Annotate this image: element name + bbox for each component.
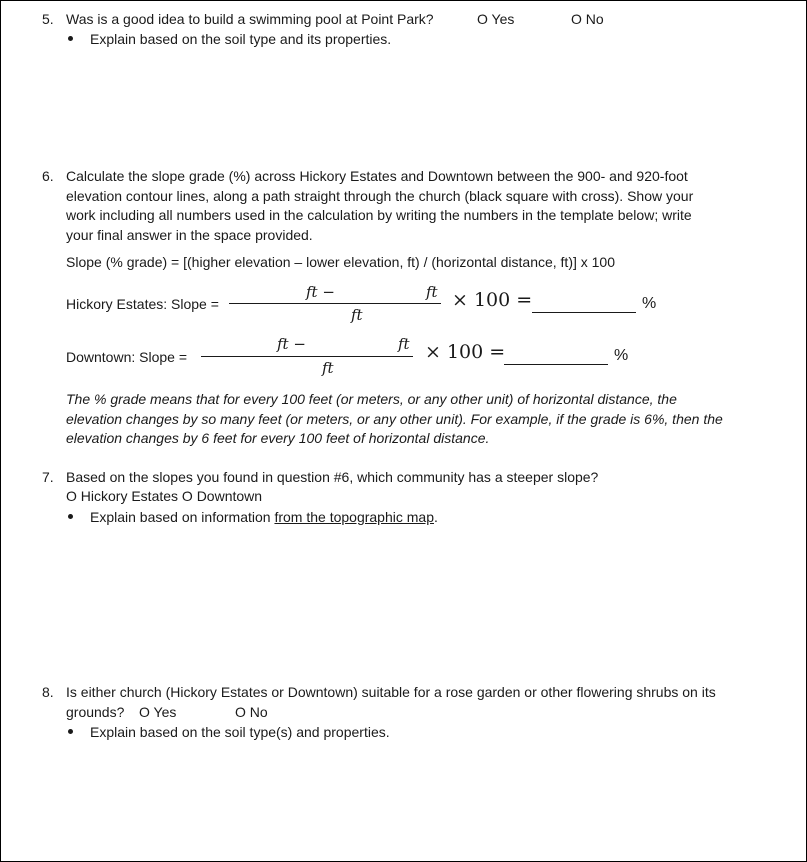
downtown-answer-blank[interactable] xyxy=(504,364,608,365)
q8-bullet-text: Explain based on the soil type(s) and properties. xyxy=(90,724,390,740)
q5-option-yes[interactable]: O Yes xyxy=(477,11,515,27)
q7-bullet-text: Explain based on information from the topographic map. xyxy=(90,509,438,525)
bullet-icon xyxy=(68,514,73,519)
downtown-slope-label: Downtown: Slope = xyxy=(66,349,188,365)
q6-line-1: Calculate the slope grade (%) across Hickory Estates and Downtown between the 900- and 920-foot xyxy=(66,168,688,184)
q8-option-yes[interactable]: O Yes xyxy=(139,704,177,720)
q7-underlined-phrase: from the topographic map xyxy=(274,509,434,525)
hickory-denominator-unit: ft xyxy=(351,306,363,324)
hickory-answer-blank[interactable] xyxy=(532,312,636,313)
q6-number: 6. xyxy=(42,168,54,184)
q7-options[interactable]: O Hickory Estates O Downtown xyxy=(66,488,263,504)
q6-formula: Slope (% grade) = [(higher elevation – lower elevation, ft) / (horizontal distance, ft)] x 100 xyxy=(66,254,616,270)
bullet-icon xyxy=(68,36,73,41)
hickory-fraction-bar xyxy=(229,303,441,304)
q6-line-4: your final answer in the space provided. xyxy=(66,227,313,243)
q8-line-2: grounds? xyxy=(66,704,125,720)
q5-question: Was is a good idea to build a swimming pool at Point Park? xyxy=(66,11,434,27)
hickory-times-100: × 100 = xyxy=(452,289,533,311)
q8-option-no[interactable]: O No xyxy=(235,704,268,720)
downtown-percent-sign: % xyxy=(614,347,629,364)
q6-line-3: work including all numbers used in the calculation by writing the numbers in the template below; write xyxy=(66,207,692,223)
downtown-denominator-unit: ft xyxy=(322,359,334,377)
downtown-numerator-left-unit: ft − xyxy=(277,335,306,353)
q8-line-1: Is either church (Hickory Estates or Downtown) suitable for a rose garden or other flowering shrubs on its xyxy=(66,684,716,700)
bullet-icon xyxy=(68,729,73,734)
q6-note-line-1: The % grade means that for every 100 feet (or meters, or any other unit) of horizontal distance, the xyxy=(66,391,677,407)
downtown-fraction-bar xyxy=(201,356,413,357)
hickory-percent-sign: % xyxy=(642,295,657,312)
q6-line-2: elevation contour lines, along a path straight through the church (black square with cross). Show your xyxy=(66,188,694,204)
q5-bullet-text: Explain based on the soil type and its properties. xyxy=(90,31,392,47)
hickory-slope-label: Hickory Estates: Slope = xyxy=(66,296,219,312)
hickory-numerator-right-unit: ft xyxy=(426,283,438,301)
q7-question: Based on the slopes you found in question #6, which community has a steeper slope? xyxy=(66,469,599,485)
downtown-numerator-right-unit: ft xyxy=(398,335,410,353)
q5-number: 5. xyxy=(42,11,54,27)
q6-note-line-2: elevation changes by so many feet (or meters, or any other unit). For example, if the grade is 6%, then the xyxy=(66,411,723,427)
q5-option-no[interactable]: O No xyxy=(571,11,604,27)
q8-number: 8. xyxy=(42,684,54,700)
q7-number: 7. xyxy=(42,469,54,485)
downtown-times-100: × 100 = xyxy=(425,341,506,363)
hickory-numerator-left-unit: ft − xyxy=(306,283,335,301)
q6-note-line-3: elevation changes by 6 feet for every 100 feet of horizontal distance. xyxy=(66,430,490,446)
